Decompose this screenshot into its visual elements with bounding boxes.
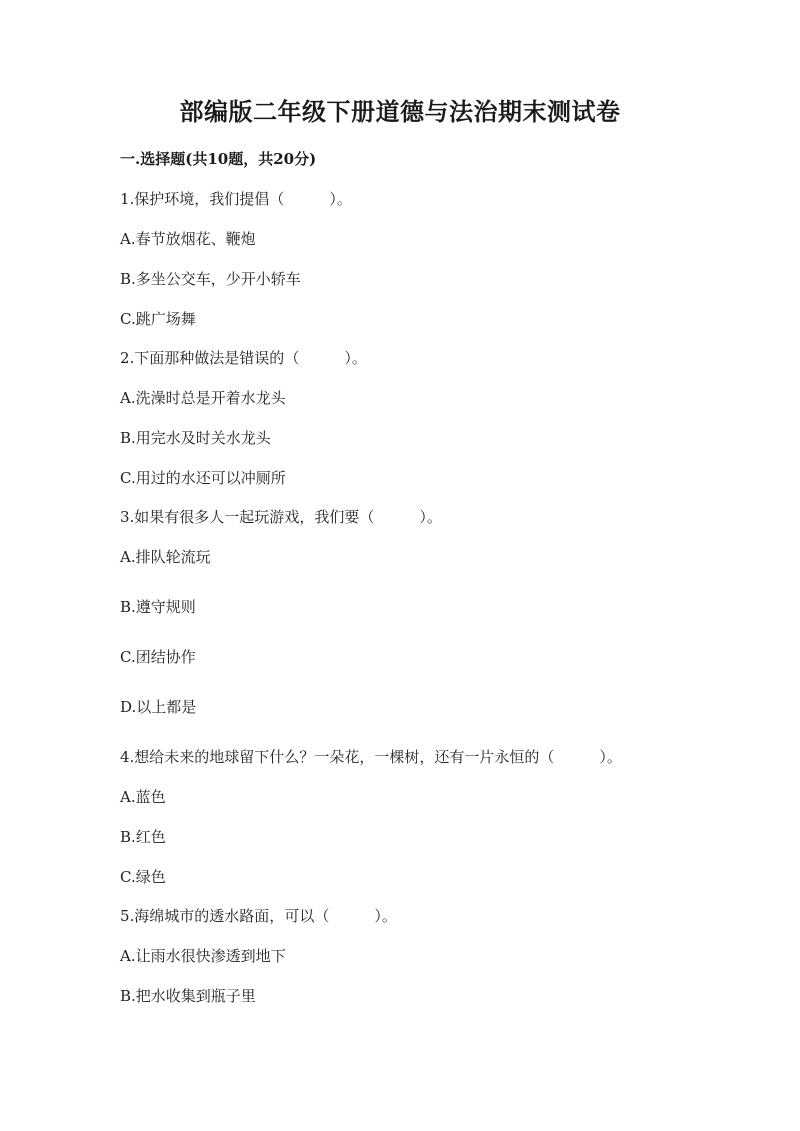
question-2-option-a: A.洗澡时总是开着水龙头: [120, 389, 286, 407]
question-5-stem: 5.海绵城市的透水路面，可以（ ）。: [120, 907, 397, 925]
question-2-option-b: B.用完水及时关水龙头: [120, 429, 271, 447]
question-4-option-b: B.红色: [120, 828, 166, 846]
question-3-option-a: A.排队轮流玩: [120, 548, 211, 566]
question-5-option-b: B.把水收集到瓶子里: [120, 987, 256, 1005]
question-1-option-b: B.多坐公交车，少开小轿车: [120, 270, 301, 288]
question-1-option-a: A.春节放烟花、鞭炮: [120, 230, 256, 248]
question-2-option-c: C.用过的水还可以冲厕所: [120, 469, 286, 487]
question-4-stem: 4.想给未来的地球留下什么？一朵花，一棵树，还有一片永恒的（ ）。: [120, 748, 622, 766]
question-3-option-c: C.团结协作: [120, 648, 196, 666]
question-1-stem: 1.保护环境，我们提倡（ ）。: [120, 190, 352, 208]
question-5-option-a: A.让雨水很快渗透到地下: [120, 947, 286, 965]
question-4-option-c: C.绿色: [120, 868, 166, 886]
question-4-option-a: A.蓝色: [120, 788, 166, 806]
page-title: 部编版二年级下册道德与法治期末测试卷: [179, 97, 621, 126]
question-1-option-c: C.跳广场舞: [120, 310, 196, 328]
question-3-option-b: B.遵守规则: [120, 598, 196, 616]
question-3-stem: 3.如果有很多人一起玩游戏，我们要（ ）。: [120, 508, 442, 526]
question-3-option-d: D.以上都是: [120, 698, 197, 716]
section-heading: 一.选择题(共10题，共20分): [120, 150, 317, 168]
question-2-stem: 2.下面那种做法是错误的（ ）。: [120, 349, 367, 367]
